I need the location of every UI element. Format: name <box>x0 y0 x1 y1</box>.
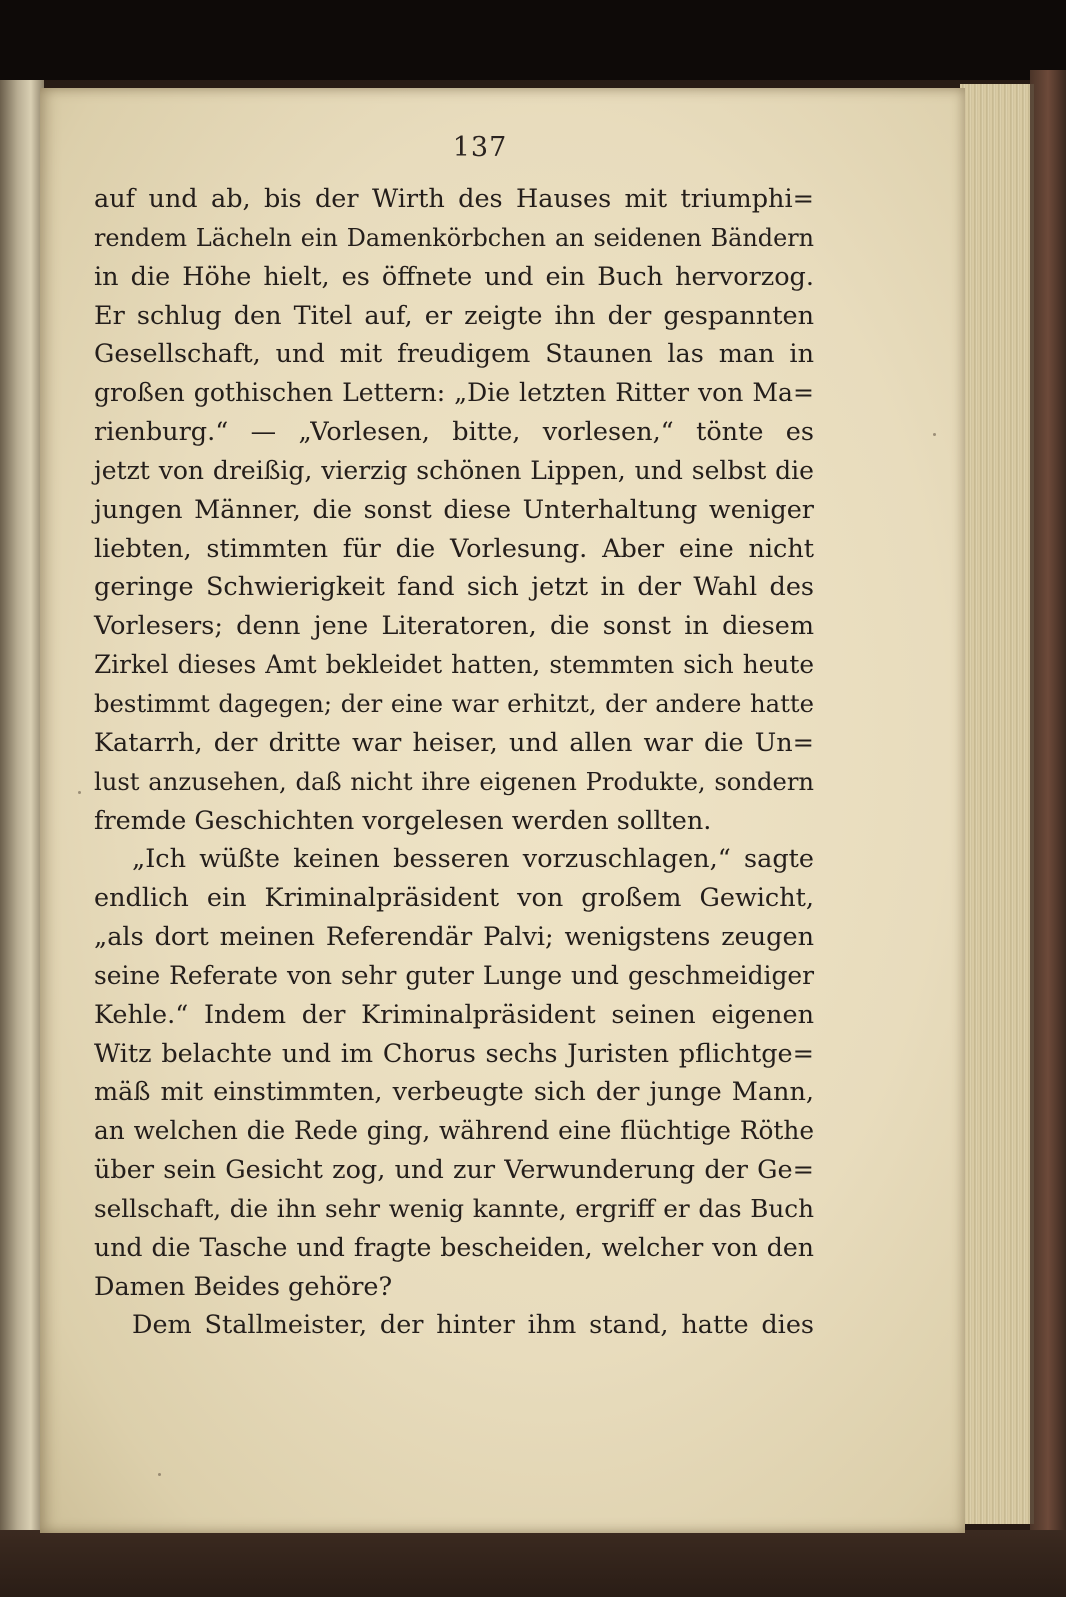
text-line: liebten, stimmten für die Vorlesung. Aber eine nicht <box>94 533 814 564</box>
text-line: großen gothischen Lettern: „Die letzten Ritter von Ma= <box>94 378 814 408</box>
text-line: jungen Männer, die sonst diese Unterhaltung weniger <box>94 494 814 525</box>
page-number: 137 <box>452 132 508 163</box>
paper-speck <box>158 1473 161 1476</box>
page-edges <box>960 84 1034 1524</box>
body-text <box>94 180 814 1345</box>
text-line: Zirkel dieses Amt bekleidet hatten, stemmten sich heute <box>94 650 814 680</box>
text-line: an welchen die Rede ging, während eine flüchtige Röthe <box>94 1116 814 1146</box>
text-line: „als dort meinen Referendär Palvi; wenigstens zeugen <box>94 922 814 953</box>
text-line: und die Tasche und fragte bescheiden, welcher von den <box>94 1232 814 1262</box>
background-bottom <box>0 1530 1066 1597</box>
paper-speck <box>78 791 81 794</box>
text-line: endlich ein Kriminalpräsident von großem Gewicht, <box>94 883 814 914</box>
text-line: mäß mit einstimmten, verbeugte sich der junge Mann, <box>94 1077 814 1108</box>
text-line: jetzt von dreißig, vierzig schönen Lippen, und selbst die <box>94 455 814 485</box>
text-line: Er schlug den Titel auf, er zeigte ihn der gespannten <box>94 300 814 331</box>
text-line: Dem Stallmeister, der hinter ihm stand, hatte dies <box>132 1310 814 1341</box>
paper-speck <box>933 433 936 436</box>
text-line: Katarrh, der dritte war heiser, und allen war die Un= <box>94 727 814 758</box>
text-line: bestimmt dagegen; der eine war erhitzt, der andere hatte <box>94 688 814 718</box>
text-line: Gesellschaft, und mit freudigem Staunen las man in <box>94 339 814 370</box>
text-line: lust anzusehen, daß nicht ihre eigenen Produkte, sondern <box>94 767 814 796</box>
text-line: fremde Geschichten vorgelesen werden sollten. <box>94 805 712 836</box>
text-line: seine Referate von sehr guter Lunge und geschmeidiger <box>94 960 814 990</box>
text-line: Kehle.“ Indem der Kriminalpräsident seinen eigenen <box>94 999 814 1030</box>
text-line: „Ich wüßte keinen besseren vorzuschlagen,“ sagte <box>132 844 814 875</box>
text-line: auf und ab, bis der Wirth des Hauses mit triumphi= <box>94 184 814 214</box>
text-line: über sein Gesicht zog, und zur Verwunderung der Ge= <box>94 1155 814 1186</box>
text-line: rienburg.“ — „Vorlesen, bitte, vorlesen,“ tönte es <box>94 417 814 448</box>
text-line: geringe Schwierigkeit fand sich jetzt in der Wahl des <box>94 572 814 603</box>
text-line: rendem Lächeln ein Damenkörbchen an seidenen Bändern <box>94 223 814 252</box>
text-line: sellschaft, die ihn sehr wenig kannte, ergriff er das Buch <box>94 1193 814 1223</box>
book-cover-edge <box>1030 70 1066 1570</box>
book-page <box>40 88 965 1533</box>
book-spine-edge <box>0 80 44 1597</box>
text-line: Witz belachte und im Chorus sechs Juristen pflichtge= <box>94 1038 814 1069</box>
text-line: Vorlesers; denn jene Literatoren, die sonst in diesem <box>94 611 814 642</box>
text-line: in die Höhe hielt, es öffnete und ein Buch hervorzog. <box>94 261 814 292</box>
background-top <box>0 0 1066 80</box>
text-line: Damen Beides gehöre? <box>94 1271 393 1302</box>
